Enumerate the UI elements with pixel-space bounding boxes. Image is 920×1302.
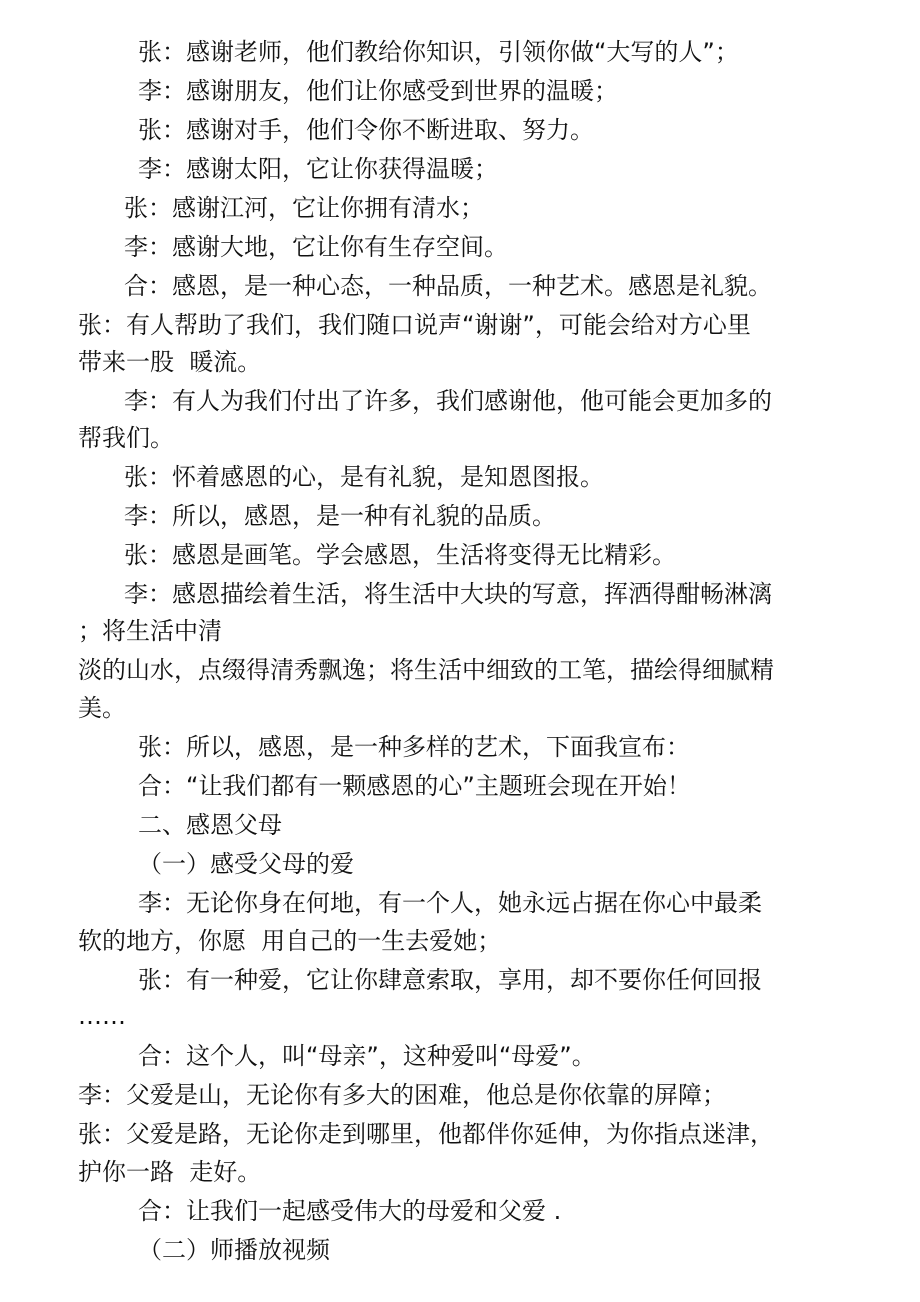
- text-line: 张：感恩是画笔。学会感恩，生活将变得无比精彩。: [124, 541, 676, 569]
- text-line: ；将生活中清: [78, 617, 222, 645]
- text-line: 合：这个人，叫“母亲”，这种爱叫“母爱”。: [138, 1042, 596, 1070]
- text-line: 护你一路 走好。: [78, 1158, 262, 1186]
- text-line: 张：有一种爱，它让你肆意索取，享用，却不要你任何回报: [138, 966, 762, 994]
- text-line: 李：所以，感恩，是一种有礼貌的品质。: [124, 502, 556, 530]
- text-line: 合：感恩，是一种心态，一种品质，一种艺术。感恩是礼貌。: [124, 272, 772, 300]
- text-line: 李：感谢太阳，它让你获得温暖；: [138, 155, 498, 183]
- text-line: 张：有人帮助了我们，我们随口说声“谢谢”，可能会给对方心里: [78, 311, 751, 339]
- text-line: 软的地方，你愿 用自己的一生去爱她；: [78, 927, 502, 955]
- text-line: 张：怀着感恩的心，是有礼貌，是知恩图报。: [124, 463, 604, 491]
- text-line: 合：让我们一起感受伟大的母爱和父爱 .: [138, 1197, 562, 1225]
- text-line: 李：感谢大地，它让你有生存空间。: [124, 233, 508, 261]
- text-line: 张：感谢对手，他们令你不断进取、努力。: [138, 116, 594, 144]
- text-line: 张：感谢老师，他们教给你知识，引领你做“大写的人”；: [138, 38, 739, 66]
- text-line: 帮我们。: [78, 424, 174, 452]
- text-line: 张：感谢江河，它让你拥有清水；: [124, 194, 484, 222]
- text-line: 李：无论你身在何地，有一个人，她永远占据在你心中最柔: [138, 889, 762, 917]
- text-line: 李：感谢朋友，他们让你感受到世界的温暖；: [138, 77, 618, 105]
- text-line: 美。: [78, 694, 126, 722]
- text-line: 张：所以，感恩，是一种多样的艺术，下面我宣布：: [138, 733, 690, 761]
- text-line: 淡的山水，点缀得清秀飘逸；将生活中细致的工笔，描绘得细腻精: [78, 656, 774, 684]
- subsection-heading: （二）师播放视频: [138, 1236, 330, 1264]
- text-line: 李：感恩描绘着生活，将生活中大块的写意，挥洒得酣畅淋漓: [124, 580, 772, 608]
- text-line: ……: [78, 1002, 126, 1030]
- text-line: 带来一股 暖流。: [78, 348, 262, 376]
- text-line: 合：“让我们都有一颗感恩的心”主题班会现在开始！: [138, 772, 691, 800]
- text-line: 李：父爱是山，无论你有多大的困难，他总是你依靠的屏障；: [78, 1081, 726, 1109]
- text-line: 张：父爱是路，无论你走到哪里，他都伴你延伸，为你指点迷津，: [78, 1120, 774, 1148]
- text-line: 李：有人为我们付出了许多，我们感谢他，他可能会更加多的: [124, 387, 772, 415]
- subsection-heading: （一）感受父母的爱: [138, 850, 354, 878]
- section-heading: 二、感恩父母: [138, 811, 282, 839]
